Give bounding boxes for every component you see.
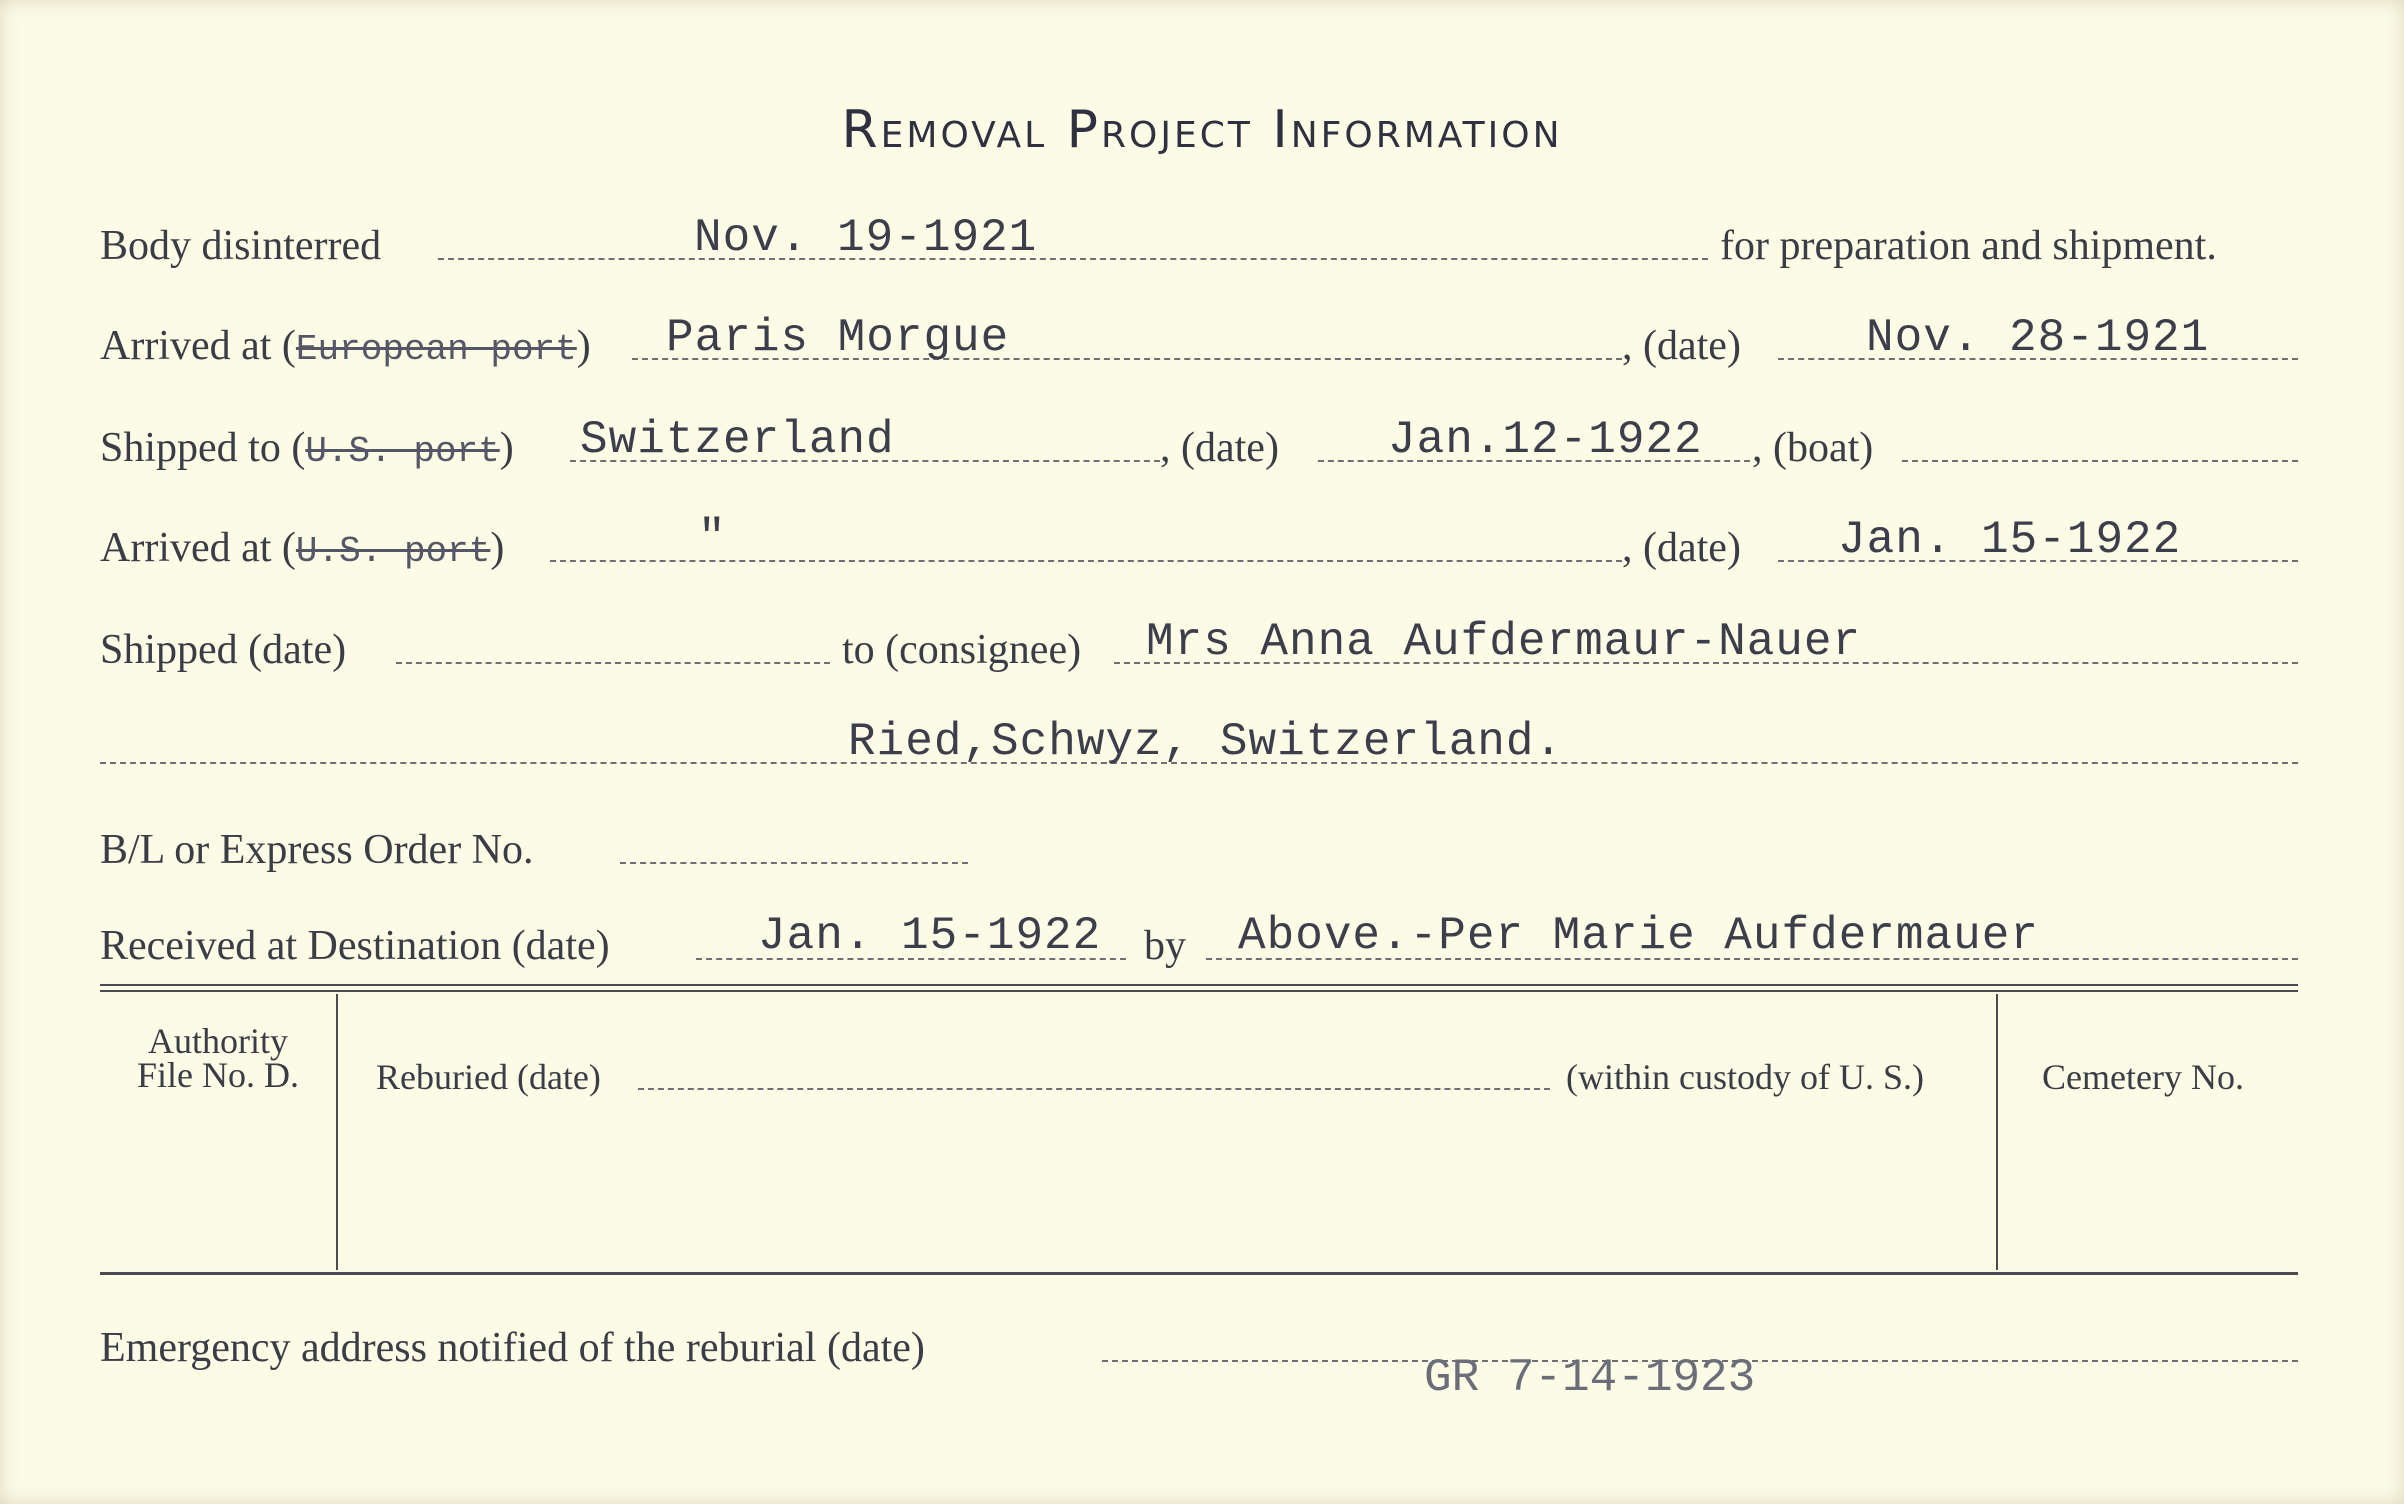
shipped-to-label-post: ) [499,425,514,471]
received-label: Received at Destination (date) [100,923,610,969]
arrived-eu-date-label: , (date) [1622,323,1741,369]
shipped-to-label [100,424,514,472]
disinterred-label: Body disinterred [100,223,382,269]
emergency-label: Emergency address notified of the reburial (date) [100,1325,925,1371]
boat-label: , (boat) [1752,425,1874,471]
authority-line1: Authority [148,1021,288,1061]
arrived-eu-label-post: ) [576,323,591,369]
custody-label: (within custody of U. S.) [1566,1057,1924,1097]
box-bottom-rule [100,1272,2298,1275]
shipped-date-line [396,662,830,664]
shipped-to-struck: U.S. port [305,431,500,472]
arrived-eu-label-pre: Arrived at ( [100,323,296,369]
arrived-us-date-value: Jan. 15-1922 [1838,514,2182,566]
arrived-us-struck: U.S. port [295,531,491,572]
arrived-us-value: " [698,512,727,564]
consignee-value: Mrs Anna Aufdermaur-Nauer [1146,616,1862,668]
arrived-us-date-label: , (date) [1622,525,1741,571]
reburied-line [638,1088,1550,1090]
received-by-value: Above.-Per Marie Aufdermauer [1238,910,2039,962]
address-value: Ried,Schwyz, Switzerland. [848,716,1564,768]
arrived-us-label-pre: Arrived at ( [100,525,296,571]
shipped-to-date-value: Jan.12-1922 [1388,414,1703,466]
shipped-to-label-pre: Shipped to ( [100,425,306,471]
emergency-value: GR 7-14-1923 [1424,1352,1756,1404]
arrived-eu-value: Paris Morgue [666,312,1010,364]
arrived-eu-label [100,322,591,370]
page-title: Removal Project Information [841,100,1563,160]
box-top-rule-2 [100,990,2298,992]
disinterred-suffix: for preparation and shipment. [1720,223,2217,269]
disinterred-line [438,258,1708,260]
shipped-to-date-label: , (date) [1160,425,1279,471]
consignee-label: to (consignee) [842,627,1082,673]
box-divider-left [336,994,338,1270]
arrived-us-label [100,524,504,572]
arrived-eu-struck: European port [295,329,577,370]
bl-label: B/L or Express Order No. [100,827,534,873]
arrived-us-label-post: ) [490,525,505,571]
bl-line [620,862,968,864]
shipped-date-label: Shipped (date) [100,627,347,673]
box-divider-right [1996,994,1998,1270]
received-date-value: Jan. 15-1922 [758,910,1102,962]
box-top-rule-1 [100,984,2298,986]
boat-line [1902,460,2298,462]
disinterred-value: Nov. 19-1921 [694,212,1038,264]
authority-label [128,1021,308,1095]
authority-line2: File No. D. [137,1055,299,1095]
cemetery-label: Cemetery No. [2042,1057,2244,1097]
reburied-label: Reburied (date) [376,1057,601,1097]
shipped-to-value: Switzerland [580,414,895,466]
arrived-eu-date-value: Nov. 28-1921 [1866,312,2210,364]
received-by-label: by [1144,923,1186,969]
